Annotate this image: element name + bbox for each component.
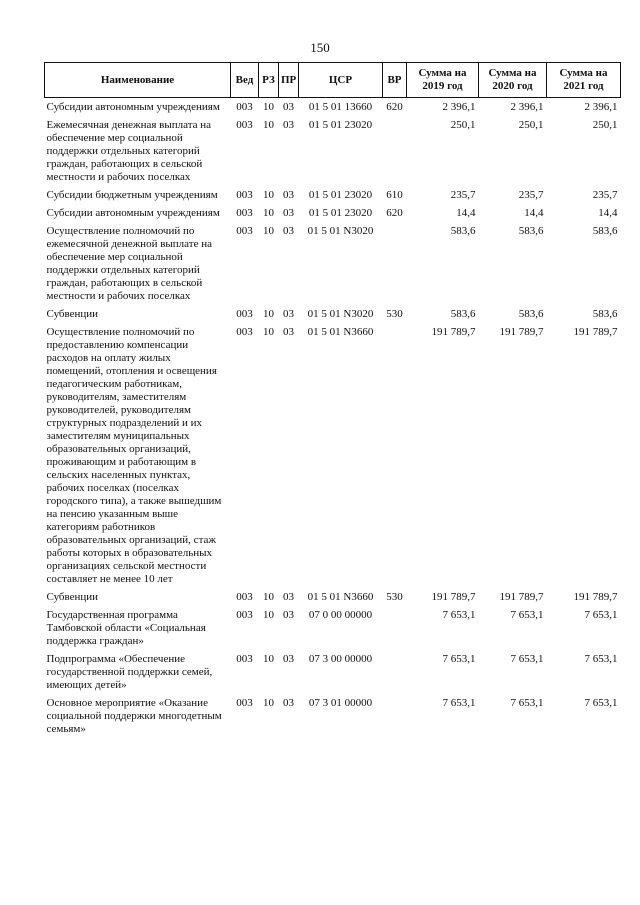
row-csr: 01 5 01 N3660 <box>307 326 374 338</box>
row-sum-2019: 250,1 <box>450 119 476 131</box>
row-rz: 10 <box>263 101 274 113</box>
row-sum-2021: 191 789,7 <box>573 591 618 603</box>
row-name: Ежемесячная денежная выплата на обеспечение мер социальной поддержки отдельных категорий граждан, работающих в сельской местности и рабочих поселках <box>46 119 212 183</box>
row-sum-2021: 583,6 <box>592 225 618 237</box>
row-sum-2020: 7 653,1 <box>510 697 544 709</box>
row-ved: 003 <box>236 326 253 338</box>
row-sum-2020: 583,6 <box>518 308 544 320</box>
row-sum-2021: 235,7 <box>592 189 618 201</box>
row-name: Субсидии бюджетным учреждениям <box>46 189 218 201</box>
row-name: Субсидии автономным учреждениям <box>46 101 220 113</box>
row-rz: 10 <box>263 326 274 338</box>
header-sum-2019: Сумма на 2019 год <box>407 63 479 98</box>
row-sum-2021: 250,1 <box>592 119 618 131</box>
row-sum-2019: 7 653,1 <box>442 653 476 665</box>
row-sum-2020: 191 789,7 <box>499 591 544 603</box>
row-name: Основное мероприятие «Оказание социальной поддержки многодетным семьям» <box>46 697 222 735</box>
row-sum-2019: 14,4 <box>456 207 476 219</box>
row-ved: 003 <box>236 697 253 709</box>
row-sum-2019: 583,6 <box>450 225 476 237</box>
row-sum-2021: 2 396,1 <box>584 101 618 113</box>
row-vr: 610 <box>386 189 403 201</box>
row-sum-2020: 191 789,7 <box>499 326 544 338</box>
row-sum-2019: 7 653,1 <box>442 609 476 621</box>
row-csr: 07 3 01 00000 <box>308 697 373 709</box>
row-pr: 03 <box>283 119 294 131</box>
row-sum-2019: 235,7 <box>450 189 476 201</box>
row-name: Осуществление полномочий по предоставлению компенсации расходов на оплату жилых помещений, отопления и освещения педагогическим работникам, руководителям, заместителям руководителей, руководителям структурных подразделений и их заместителям муниципальных образовательных организаций, проживающим и работающим в сельских населенных пунктах, рабочих поселках (поселках городского типа), а также вышедшим на пенсию указанным выше категориям работников образовательных организаций, стаж работы которых в образовательных организациях сельской местности составляет не менее 10 лет <box>46 326 222 585</box>
row-rz: 10 <box>263 609 274 621</box>
table-row <box>45 186 621 204</box>
table-row <box>45 323 621 588</box>
row-sum-2021: 14,4 <box>598 207 618 219</box>
row-rz: 10 <box>263 119 274 131</box>
row-sum-2019: 2 396,1 <box>442 101 476 113</box>
row-rz: 10 <box>263 308 274 320</box>
row-pr: 03 <box>283 326 294 338</box>
row-vr <box>383 222 407 305</box>
row-sum-2021: 7 653,1 <box>584 609 618 621</box>
row-pr: 03 <box>283 225 294 237</box>
row-vr: 620 <box>386 207 403 219</box>
row-name: Субсидии автономным учреждениям <box>46 207 220 219</box>
row-ved: 003 <box>236 308 253 320</box>
page-number: 150 <box>310 40 330 55</box>
header-sum-2021: Сумма на 2021 год <box>547 63 621 98</box>
row-csr: 01 5 01 23020 <box>308 207 373 219</box>
row-ved: 003 <box>236 591 253 603</box>
row-ved: 003 <box>236 225 253 237</box>
row-sum-2021: 583,6 <box>592 308 618 320</box>
row-vr: 530 <box>386 308 403 320</box>
table-row <box>45 694 621 738</box>
row-vr <box>383 650 407 694</box>
row-sum-2021: 7 653,1 <box>584 697 618 709</box>
row-pr: 03 <box>283 189 294 201</box>
table-row <box>45 650 621 694</box>
row-csr: 07 3 00 00000 <box>308 653 373 665</box>
row-pr: 03 <box>283 308 294 320</box>
row-name: Осуществление полномочий по ежемесячной денежной выплате на обеспечение мер социальной поддержки отдельных категорий граждан, работающих в сельской местности и рабочих поселках <box>46 225 212 302</box>
row-pr: 03 <box>283 207 294 219</box>
row-csr: 01 5 01 N3020 <box>307 308 374 320</box>
row-ved: 003 <box>236 101 253 113</box>
row-sum-2021: 191 789,7 <box>573 326 618 338</box>
row-sum-2019: 191 789,7 <box>431 591 476 603</box>
table-row <box>45 116 621 186</box>
row-rz: 10 <box>263 653 274 665</box>
row-sum-2020: 235,7 <box>518 189 544 201</box>
row-rz: 10 <box>263 189 274 201</box>
header-name: Наименование <box>45 63 231 98</box>
row-pr: 03 <box>283 697 294 709</box>
header-vr: ВР <box>383 63 407 98</box>
row-vr: 530 <box>386 591 403 603</box>
budget-table <box>44 62 621 738</box>
row-csr: 01 5 01 N3660 <box>307 591 374 603</box>
row-sum-2019: 583,6 <box>450 308 476 320</box>
row-sum-2020: 7 653,1 <box>510 653 544 665</box>
row-csr: 07 0 00 00000 <box>308 609 373 621</box>
row-sum-2021: 7 653,1 <box>584 653 618 665</box>
table-row <box>45 606 621 650</box>
row-sum-2020: 250,1 <box>518 119 544 131</box>
row-rz: 10 <box>263 207 274 219</box>
table-row <box>45 98 621 117</box>
row-rz: 10 <box>263 697 274 709</box>
row-sum-2020: 14,4 <box>524 207 544 219</box>
row-name: Государственная программа Тамбовской области «Социальная поддержка граждан» <box>46 609 206 647</box>
header-sum-2020: Сумма на 2020 год <box>479 63 547 98</box>
row-name: Подпрограмма «Обеспечение государственной поддержки семей, имеющих детей» <box>46 653 213 691</box>
row-ved: 003 <box>236 119 253 131</box>
row-pr: 03 <box>283 101 294 113</box>
row-rz: 10 <box>263 591 274 603</box>
header-ved: Вед <box>231 63 259 98</box>
row-pr: 03 <box>283 591 294 603</box>
row-csr: 01 5 01 13660 <box>308 101 373 113</box>
row-name: Субвенции <box>46 308 99 320</box>
row-ved: 003 <box>236 189 253 201</box>
row-sum-2020: 2 396,1 <box>510 101 544 113</box>
table-row <box>45 305 621 323</box>
table-row <box>45 204 621 222</box>
row-ved: 003 <box>236 653 253 665</box>
row-vr: 620 <box>386 101 403 113</box>
row-sum-2020: 583,6 <box>518 225 544 237</box>
table-row <box>45 222 621 305</box>
row-sum-2019: 191 789,7 <box>431 326 476 338</box>
row-csr: 01 5 01 N3020 <box>307 225 374 237</box>
row-vr <box>383 116 407 186</box>
row-pr: 03 <box>283 609 294 621</box>
row-rz: 10 <box>263 225 274 237</box>
row-ved: 003 <box>236 207 253 219</box>
table-header-row <box>45 63 621 98</box>
row-pr: 03 <box>283 653 294 665</box>
table-row <box>45 588 621 606</box>
row-sum-2019: 7 653,1 <box>442 697 476 709</box>
row-vr <box>383 606 407 650</box>
row-csr: 01 5 01 23020 <box>308 189 373 201</box>
row-vr <box>383 694 407 738</box>
row-name: Субвенции <box>46 591 99 603</box>
row-sum-2020: 7 653,1 <box>510 609 544 621</box>
row-ved: 003 <box>236 609 253 621</box>
row-csr: 01 5 01 23020 <box>308 119 373 131</box>
header-csr: ЦСР <box>299 63 383 98</box>
header-rz: РЗ <box>259 63 279 98</box>
header-pr: ПР <box>279 63 299 98</box>
row-vr <box>383 323 407 588</box>
